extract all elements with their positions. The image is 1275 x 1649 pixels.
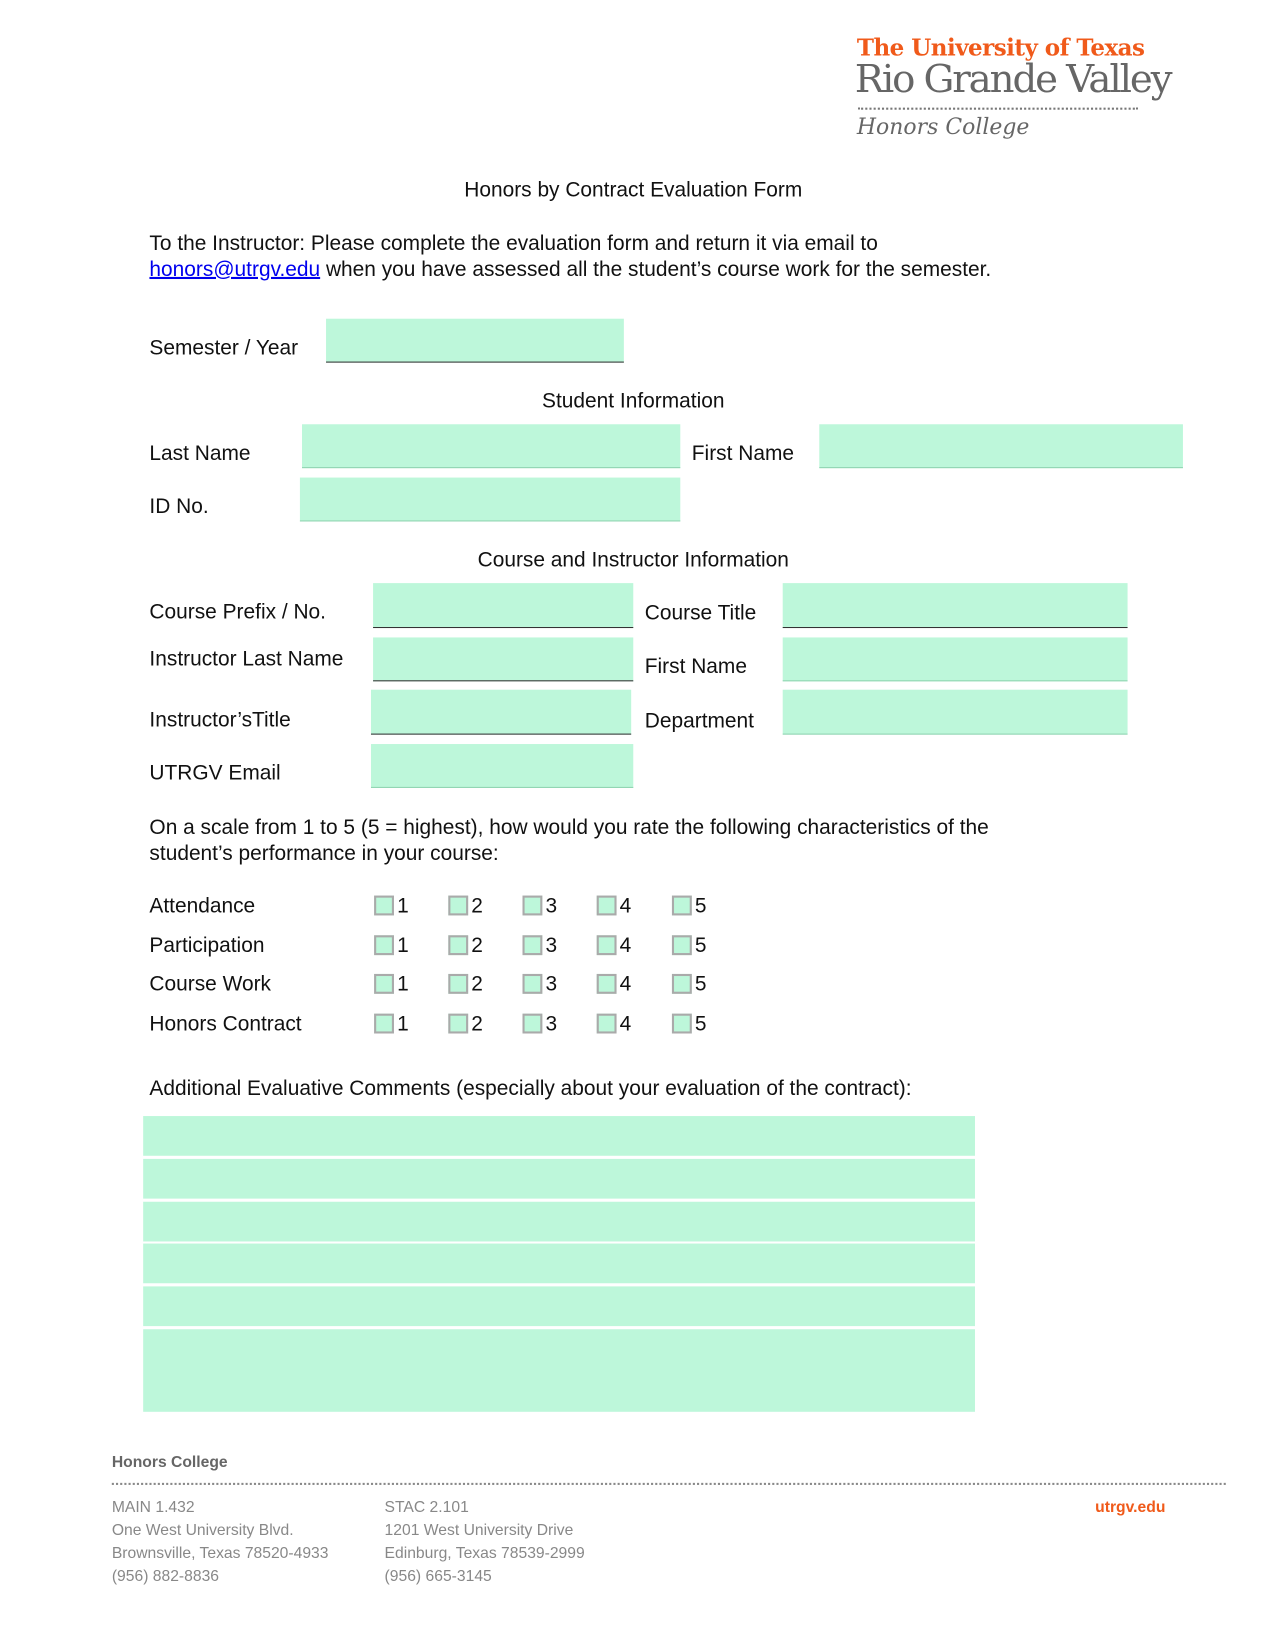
footer-line: 1201 West University Drive <box>384 1521 574 1540</box>
rating-checkbox[interactable] <box>448 935 468 955</box>
semester-label: Semester / Year <box>149 336 299 360</box>
rating-option-label: 3 <box>545 933 558 957</box>
footer-line: Edinburg, Texas 78539-2999 <box>384 1544 585 1563</box>
course-title-label: Course Title <box>644 601 757 625</box>
rating-checkbox[interactable] <box>523 896 543 916</box>
footer-line: MAIN 1.432 <box>111 1498 195 1517</box>
intro-line2-text: when you have assessed all the student’s course work for the semester. <box>320 258 992 282</box>
footer-address-edinburg <box>385 1496 585 1588</box>
rating-row-label: Participation <box>149 933 265 957</box>
student-info-heading: Student Information <box>542 389 725 413</box>
rating-option-label: 2 <box>471 1012 483 1036</box>
rating-checkbox[interactable] <box>597 896 617 916</box>
comment-line[interactable] <box>143 1244 975 1284</box>
instructor-first-input[interactable] <box>783 637 1128 681</box>
rating-checkbox[interactable] <box>597 974 617 994</box>
email-input[interactable] <box>371 744 633 788</box>
first-name-label: First Name <box>691 442 794 466</box>
rating-checkbox[interactable] <box>374 1014 394 1034</box>
course-prefix-input[interactable] <box>373 583 633 628</box>
rating-option-label: 1 <box>397 1012 409 1036</box>
intro-line1: To the Instructor: Please complete the evaluation form and return it via email to <box>149 231 878 255</box>
footer-line: One West University Blvd. <box>111 1521 294 1540</box>
footer-line: (956) 882-8836 <box>111 1567 220 1586</box>
course-title-input[interactable] <box>783 583 1128 628</box>
comment-line[interactable] <box>143 1329 975 1412</box>
rating-checkbox[interactable] <box>523 935 543 955</box>
rating-checkbox[interactable] <box>672 896 692 916</box>
email-label: UTRGV Email <box>149 761 281 785</box>
rating-checkbox[interactable] <box>523 974 543 994</box>
rating-checkbox[interactable] <box>374 974 394 994</box>
rating-checkbox[interactable] <box>672 1014 692 1034</box>
intro-line2 <box>149 258 991 282</box>
rating-checkbox[interactable] <box>597 935 617 955</box>
instructor-title-label: Instructor’sTitle <box>149 708 291 732</box>
rating-option-label: 3 <box>545 894 558 918</box>
rating-row-label: Honors Contract <box>149 1012 302 1036</box>
rating-option-label: 4 <box>619 933 632 957</box>
id-label: ID No. <box>149 495 209 519</box>
rating-checkbox[interactable] <box>672 974 692 994</box>
comment-line[interactable] <box>143 1286 975 1326</box>
rating-option-label: 1 <box>397 894 409 918</box>
comment-line[interactable] <box>143 1202 975 1242</box>
department-input[interactable] <box>783 690 1128 735</box>
footer-org: Honors College <box>111 1453 228 1472</box>
footer-line: (956) 665-3145 <box>384 1567 492 1586</box>
id-input[interactable] <box>300 478 680 522</box>
logo-line2: Rio Grande Valley <box>854 56 1171 102</box>
comment-line[interactable] <box>143 1116 975 1156</box>
course-info-heading: Course and Instructor Information <box>477 548 789 572</box>
email-link[interactable]: honors@utrgv.edu <box>149 258 321 282</box>
first-name-input[interactable] <box>819 424 1183 468</box>
instructor-last-label: Instructor Last Name <box>149 647 344 671</box>
logo-divider <box>858 108 1138 110</box>
rating-option-label: 2 <box>471 933 483 957</box>
instructor-title-input[interactable] <box>371 690 631 735</box>
rating-option-label: 4 <box>619 894 632 918</box>
department-label: Department <box>644 709 754 733</box>
rating-checkbox[interactable] <box>448 974 468 994</box>
comment-line[interactable] <box>143 1159 975 1199</box>
logo-line3: Honors College <box>856 113 1030 139</box>
rating-checkbox[interactable] <box>448 896 468 916</box>
rating-checkbox[interactable] <box>448 1014 468 1034</box>
rating-option-label: 1 <box>397 973 409 997</box>
footer-website[interactable]: utrgv.edu <box>1095 1498 1166 1517</box>
rating-checkbox[interactable] <box>374 935 394 955</box>
rating-option-label: 5 <box>694 973 707 997</box>
page-title: Honors by Contract Evaluation Form <box>464 178 803 202</box>
rating-option-label: 3 <box>545 973 558 997</box>
rating-checkbox[interactable] <box>597 1014 617 1034</box>
rating-row-label: Attendance <box>149 894 256 918</box>
rating-option-label: 4 <box>619 1012 632 1036</box>
rating-option-label: 5 <box>694 933 707 957</box>
instructor-last-input[interactable] <box>373 637 633 681</box>
footer-address-brownsville <box>112 1496 329 1588</box>
rating-option-label: 5 <box>694 1012 707 1036</box>
footer-line: STAC 2.101 <box>384 1498 469 1517</box>
rating-option-label: 4 <box>619 973 632 997</box>
rating-option-label: 5 <box>694 894 707 918</box>
semester-input[interactable] <box>326 319 624 363</box>
comments-label: Additional Evaluative Comments (especially about your evaluation of the contract): <box>149 1077 912 1101</box>
last-name-label: Last Name <box>149 442 251 466</box>
rating-prompt-line1: On a scale from 1 to 5 (5 = highest), how would you rate the following characteristics of the <box>149 816 989 840</box>
course-prefix-label: Course Prefix / No. <box>149 600 326 624</box>
rating-option-label: 2 <box>471 973 483 997</box>
rating-option-label: 3 <box>545 1012 558 1036</box>
logo-line1: The University of Texas <box>856 34 1145 62</box>
rating-checkbox[interactable] <box>672 935 692 955</box>
rating-row-label: Course Work <box>149 973 271 997</box>
footer-line: Brownsville, Texas 78520-4933 <box>111 1544 329 1563</box>
rating-checkbox[interactable] <box>374 896 394 916</box>
rating-option-label: 1 <box>397 933 409 957</box>
footer-divider <box>112 1483 1226 1485</box>
instructor-first-label: First Name <box>644 655 747 679</box>
rating-checkbox[interactable] <box>523 1014 543 1034</box>
rating-option-label: 2 <box>471 894 483 918</box>
rating-prompt-line2: student’s performance in your course: <box>149 842 499 866</box>
last-name-input[interactable] <box>302 424 680 468</box>
